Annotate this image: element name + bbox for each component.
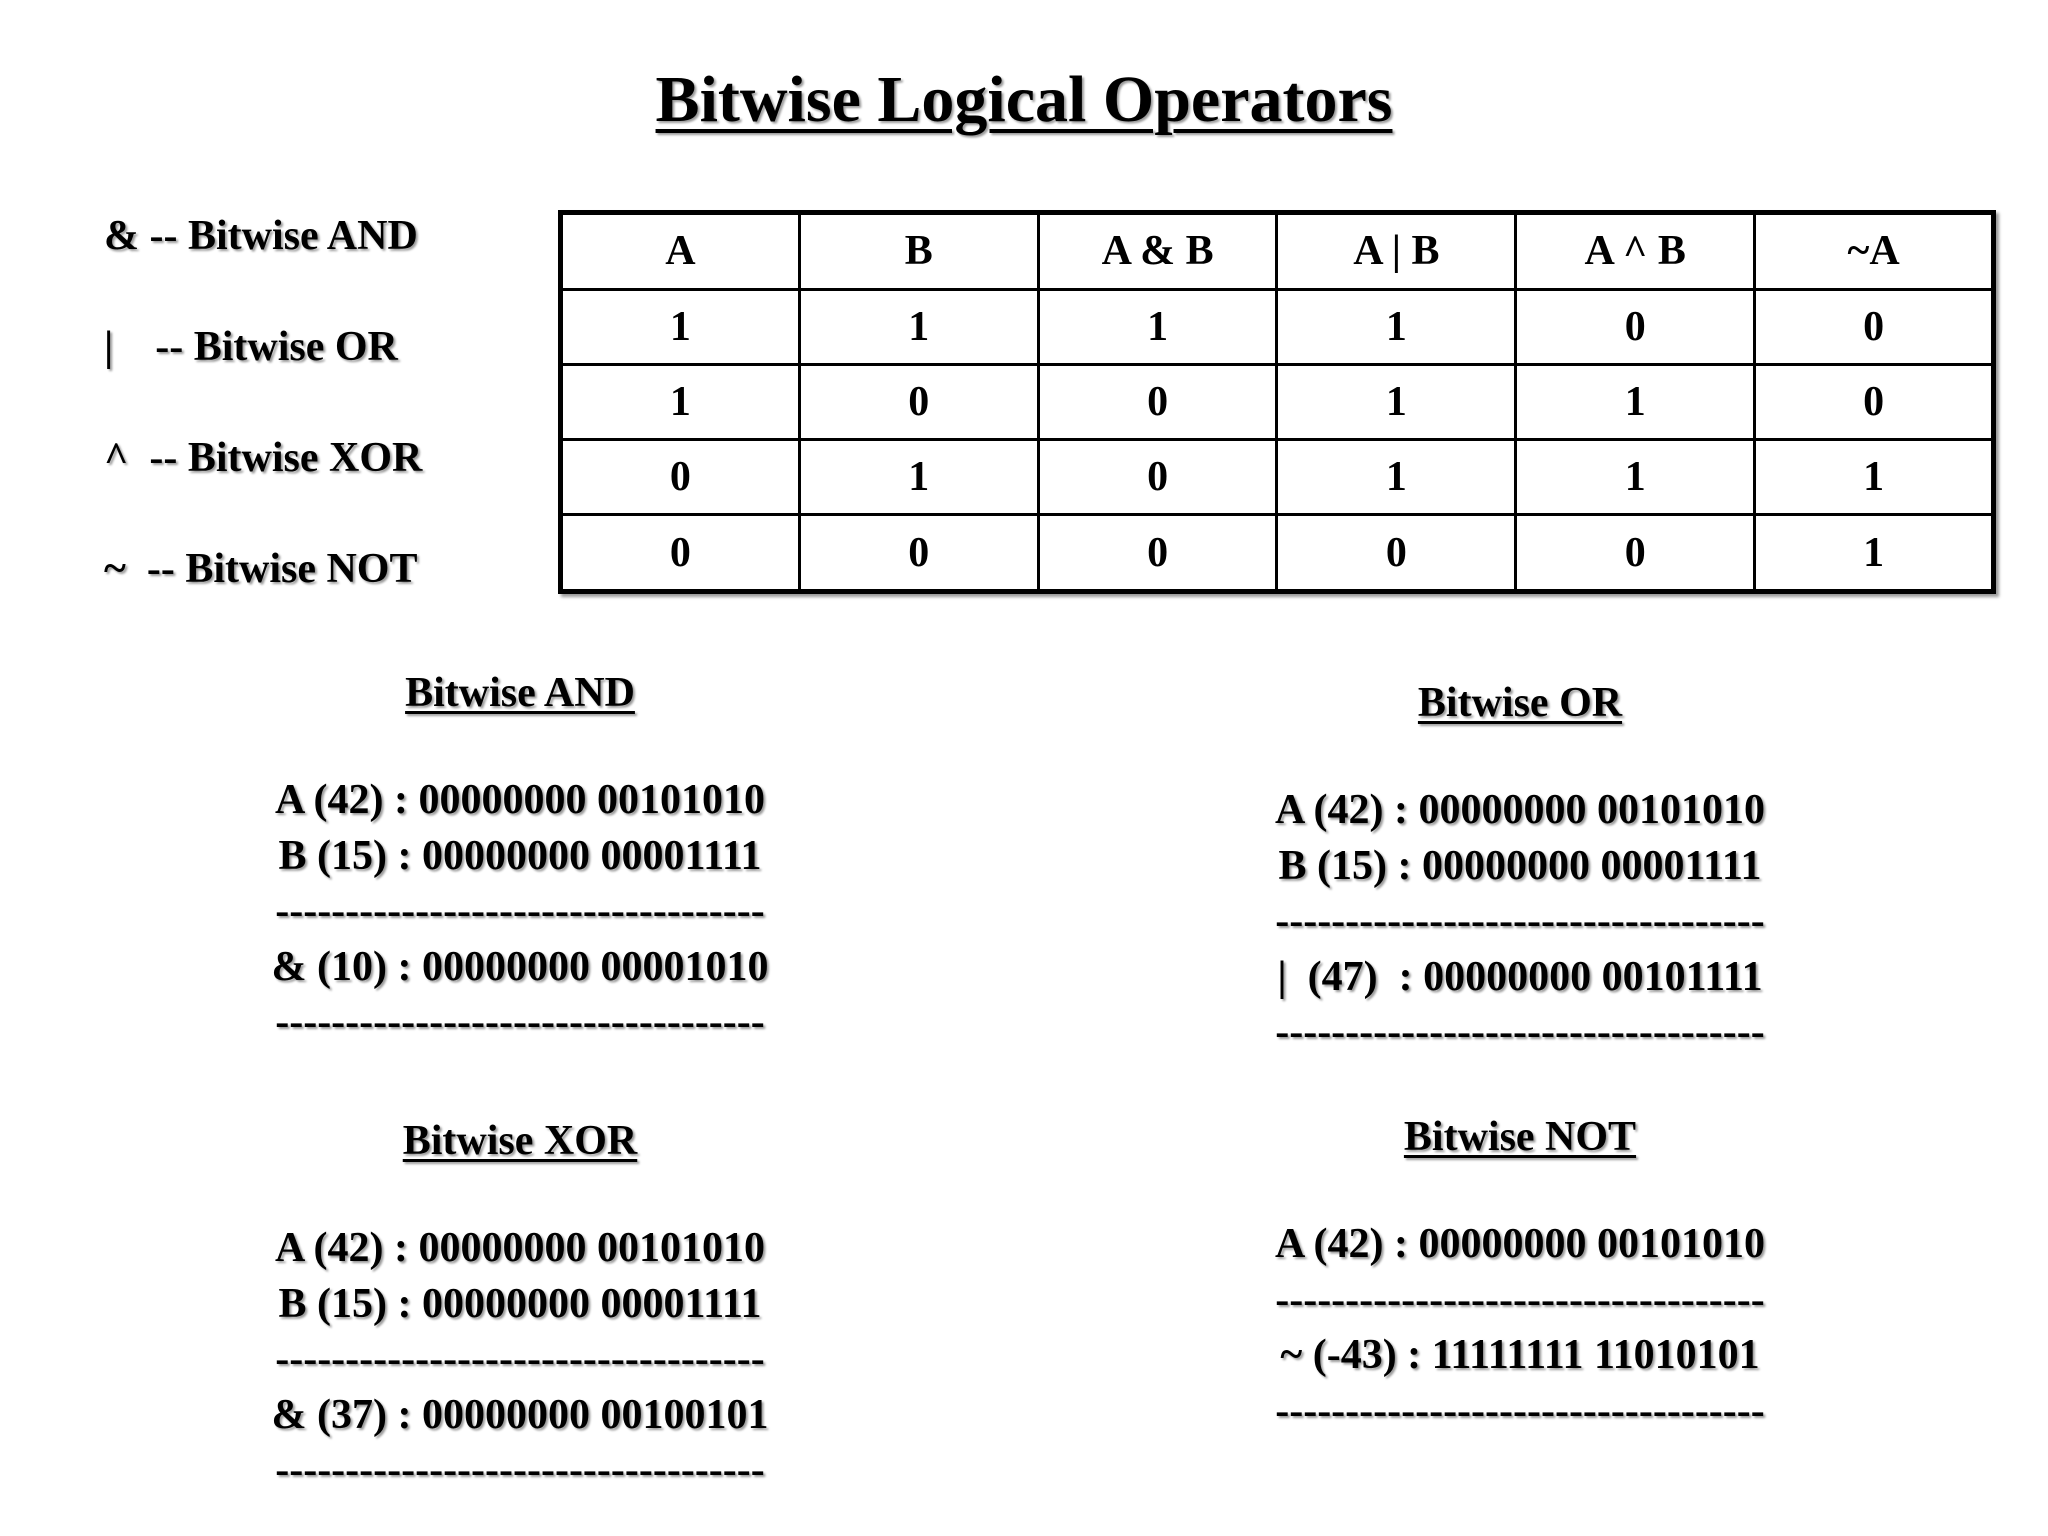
table-row bbox=[561, 515, 1994, 592]
bitwise-or-heading: Bitwise OR bbox=[1417, 680, 1623, 726]
legend-and: & -- Bitwise AND bbox=[104, 213, 418, 259]
header-cell: A & B bbox=[1038, 213, 1277, 290]
header-cell: A | B bbox=[1277, 213, 1516, 290]
page-title: Bitwise Logical Operators bbox=[655, 63, 1393, 136]
operand-a-line: A (42) : 00000000 00101010 bbox=[1275, 1221, 1765, 1267]
table-cell: 0 bbox=[1038, 515, 1277, 592]
separator-line: ----------------------------------- bbox=[1275, 1276, 1765, 1323]
table-cell: 0 bbox=[799, 515, 1038, 592]
table-cell: 0 bbox=[1755, 289, 1994, 364]
truth-table bbox=[558, 210, 1996, 594]
table-cell: 0 bbox=[1516, 515, 1755, 592]
legend-or: | -- Bitwise OR bbox=[104, 324, 398, 370]
operand-a-line: A (42) : 00000000 00101010 bbox=[275, 1225, 765, 1271]
table-cell: 0 bbox=[1755, 364, 1994, 439]
header-cell: A ^ B bbox=[1516, 213, 1755, 290]
table-cell: 1 bbox=[1277, 440, 1516, 515]
table-cell: 1 bbox=[799, 289, 1038, 364]
bitwise-and-example bbox=[220, 668, 820, 1051]
table-cell: 1 bbox=[1755, 440, 1994, 515]
table-cell: 1 bbox=[799, 440, 1038, 515]
separator-line: ----------------------------------- bbox=[275, 888, 765, 934]
separator-line: ----------------------------------- bbox=[275, 999, 765, 1045]
table-row bbox=[561, 364, 1994, 439]
bitwise-xor-example bbox=[220, 1116, 820, 1499]
operand-a-line: A (42) : 00000000 00101010 bbox=[1275, 787, 1765, 833]
bitwise-not-example bbox=[1220, 1112, 1820, 1439]
result-line: & (10) : 00000000 00001010 bbox=[271, 943, 769, 990]
operand-b-line: B (15) : 00000000 00001111 bbox=[278, 832, 762, 879]
table-cell: 0 bbox=[1516, 289, 1755, 364]
table-cell: 0 bbox=[799, 364, 1038, 439]
table-row bbox=[561, 440, 1994, 515]
table-cell: 0 bbox=[1038, 364, 1277, 439]
result-line: | (47) : 00000000 00101111 bbox=[1277, 953, 1763, 1000]
operator-legend bbox=[104, 215, 422, 659]
bitwise-xor-heading: Bitwise XOR bbox=[402, 1118, 638, 1164]
table-cell: 1 bbox=[1516, 440, 1755, 515]
header-cell: B bbox=[799, 213, 1038, 290]
result-line: ~ (-43) : 11111111 11010101 bbox=[1280, 1332, 1760, 1378]
table-cell: 1 bbox=[1038, 289, 1277, 364]
bitwise-or-example bbox=[1220, 678, 1820, 1061]
legend-xor: ^ -- Bitwise XOR bbox=[104, 435, 423, 481]
separator-line: ----------------------------------- bbox=[275, 1336, 765, 1382]
table-cell: 0 bbox=[561, 440, 800, 515]
result-line: & (37) : 00000000 00100101 bbox=[271, 1391, 769, 1438]
separator-line: ----------------------------------- bbox=[1275, 1387, 1765, 1434]
table-cell: 1 bbox=[1277, 289, 1516, 364]
truth-table-header-row bbox=[561, 213, 1994, 290]
table-cell: 0 bbox=[561, 515, 800, 592]
legend-not: ~ -- Bitwise NOT bbox=[104, 546, 418, 592]
header-cell: A bbox=[561, 213, 800, 290]
operand-b-line: B (15) : 00000000 00001111 bbox=[1278, 842, 1762, 889]
table-cell: 1 bbox=[1516, 364, 1755, 439]
table-cell: 1 bbox=[1755, 515, 1994, 592]
table-cell: 1 bbox=[1277, 364, 1516, 439]
table-cell: 1 bbox=[561, 364, 800, 439]
operand-a-line: A (42) : 00000000 00101010 bbox=[275, 777, 765, 823]
separator-line: ----------------------------------- bbox=[1275, 1009, 1765, 1055]
separator-line: ----------------------------------- bbox=[275, 1447, 765, 1493]
table-cell: 1 bbox=[561, 289, 800, 364]
table-cell: 0 bbox=[1038, 440, 1277, 515]
operand-b-line: B (15) : 00000000 00001111 bbox=[278, 1280, 762, 1327]
header-cell: ~A bbox=[1755, 213, 1994, 290]
table-row bbox=[561, 289, 1994, 364]
separator-line: ----------------------------------- bbox=[1275, 898, 1765, 944]
bitwise-and-heading: Bitwise AND bbox=[405, 670, 635, 716]
table-cell: 0 bbox=[1277, 515, 1516, 592]
bitwise-not-heading: Bitwise NOT bbox=[1403, 1114, 1637, 1160]
